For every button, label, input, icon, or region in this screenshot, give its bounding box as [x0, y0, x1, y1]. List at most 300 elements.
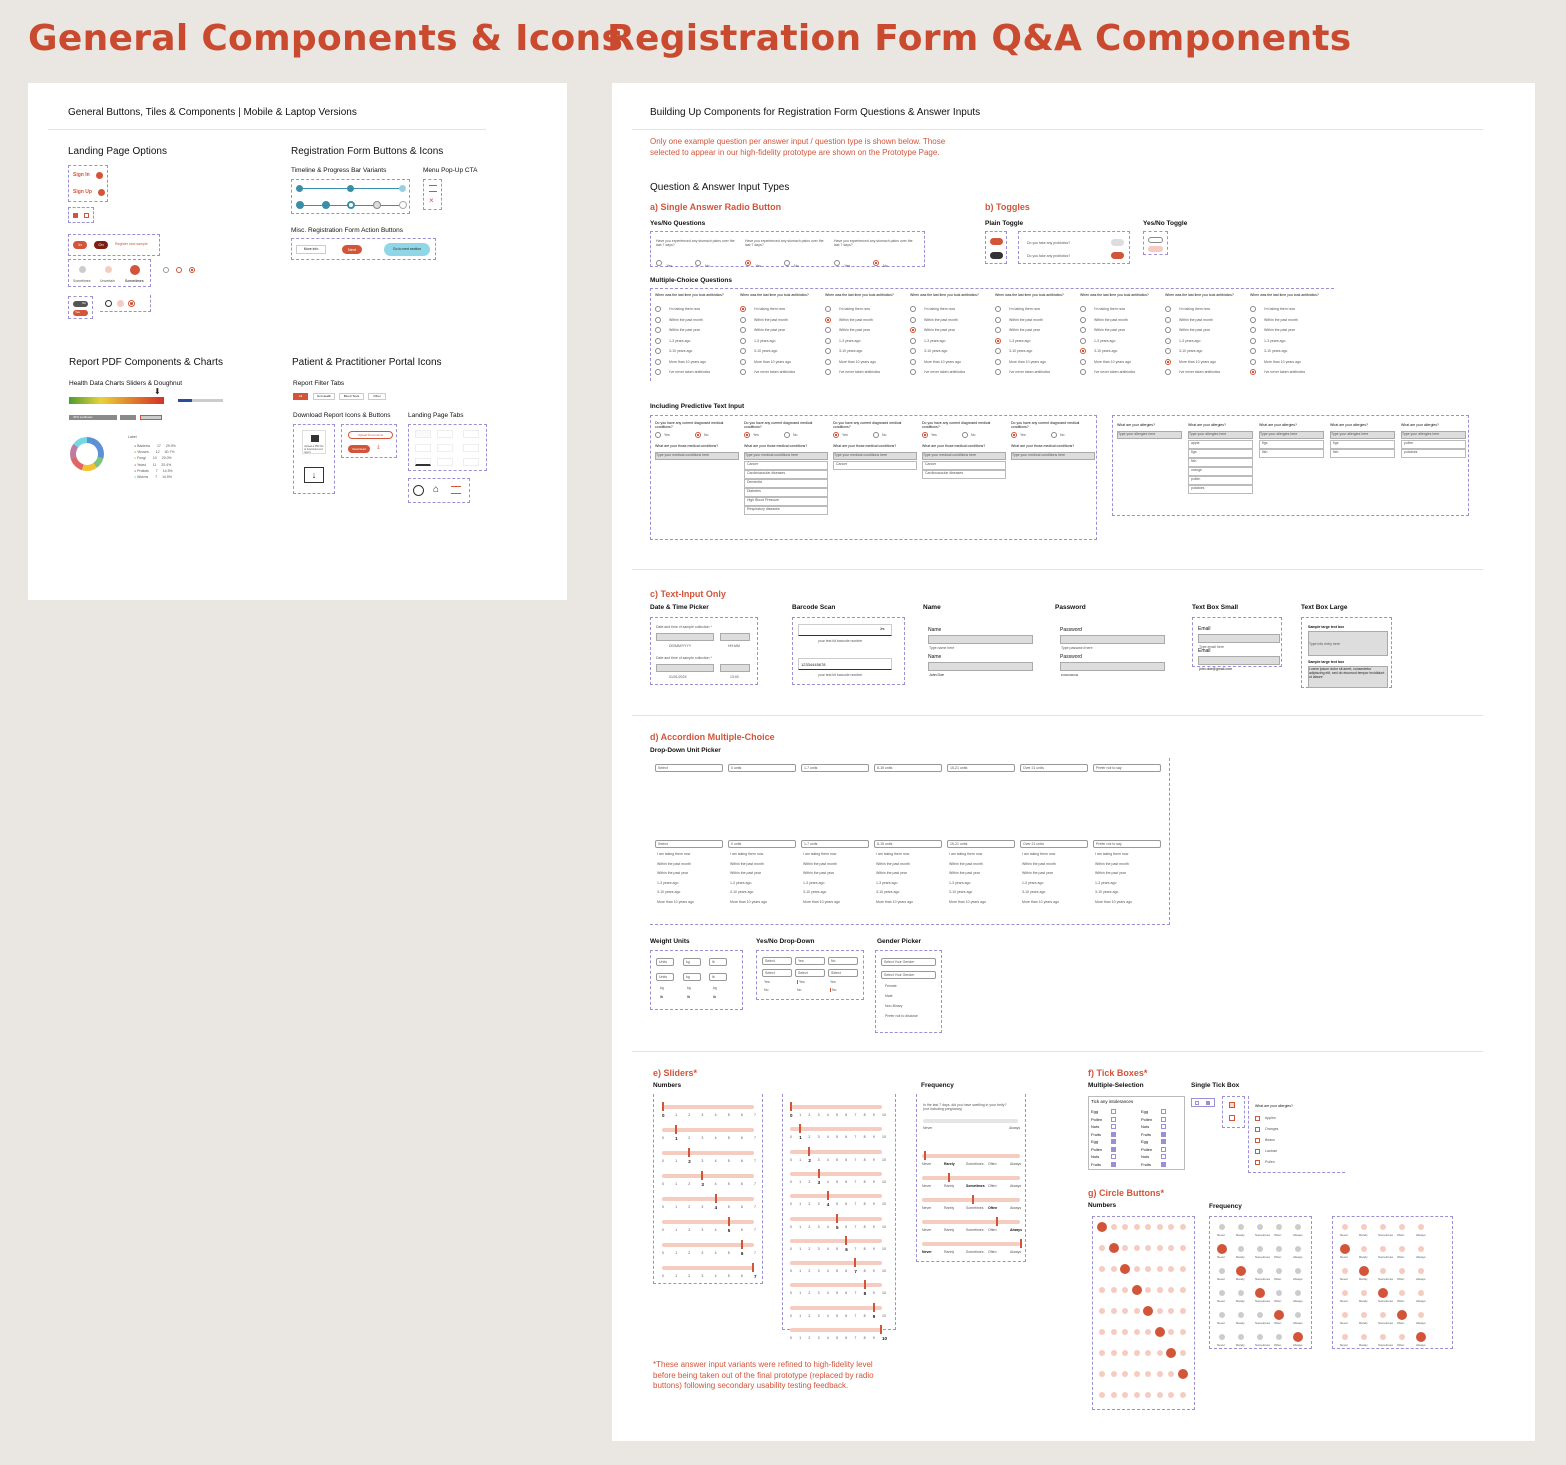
number-slider[interactable] [662, 1105, 754, 1109]
weight-select[interactable]: lb [709, 958, 727, 966]
circle-button[interactable] [1145, 1350, 1151, 1356]
radio-no[interactable] [962, 432, 968, 438]
tab-tile[interactable] [463, 444, 479, 452]
mcq-radio[interactable] [655, 359, 661, 365]
pred-suggestion[interactable]: Dementia [744, 479, 828, 488]
dropdown-option[interactable]: Within the past year [876, 871, 907, 875]
circle-button[interactable] [1157, 1224, 1163, 1230]
circle-button[interactable] [1120, 1264, 1130, 1274]
radio-empty[interactable] [163, 267, 169, 273]
filter-tab-blood[interactable]: Blood Tests [339, 393, 364, 400]
circle-button[interactable] [1111, 1287, 1117, 1293]
circle-button[interactable] [1099, 1245, 1105, 1251]
circle-button[interactable] [1168, 1287, 1174, 1293]
slider-thumb[interactable] [799, 1124, 801, 1133]
circle-button[interactable] [1097, 1222, 1107, 1232]
mcq-radio[interactable] [1165, 306, 1171, 312]
mcq-radio[interactable] [740, 338, 746, 344]
circle-icon[interactable] [105, 266, 112, 273]
allergy-input[interactable]: Type your allergies here [1117, 431, 1182, 439]
frequency-circle[interactable] [1418, 1312, 1424, 1318]
radio-no[interactable] [784, 432, 790, 438]
circle-button[interactable] [1111, 1224, 1117, 1230]
unit-dropdown-open[interactable]: 0 units [728, 840, 796, 848]
checkbox-empty[interactable] [1229, 1115, 1235, 1121]
slider-thumb[interactable] [675, 1125, 677, 1134]
radio-no[interactable] [873, 432, 879, 438]
allergy-suggestion[interactable]: fish [1259, 449, 1324, 458]
radio-hover[interactable] [176, 267, 182, 273]
radio-selected[interactable] [189, 267, 195, 273]
mcq-radio[interactable] [740, 348, 746, 354]
circle-button[interactable] [1168, 1392, 1174, 1398]
circle-button[interactable] [1157, 1371, 1163, 1377]
mcq-radio[interactable] [740, 369, 746, 375]
mcq-radio[interactable] [1250, 327, 1256, 333]
frequency-circle[interactable] [1274, 1310, 1284, 1320]
circle-button[interactable] [1111, 1329, 1117, 1335]
slider-thumb[interactable] [854, 1258, 856, 1267]
dropdown-option[interactable]: 3-10 years ago [1095, 890, 1119, 894]
next-button[interactable]: Next [342, 245, 362, 254]
number-slider[interactable] [790, 1105, 882, 1109]
dropdown-option[interactable]: More than 10 years ago [730, 899, 767, 904]
date-field[interactable]: DD/MM/YYYY [656, 633, 714, 641]
name-input-filled[interactable]: John Doe [928, 662, 1033, 671]
circle-button[interactable] [1134, 1245, 1140, 1251]
tick-box[interactable] [1111, 1124, 1116, 1129]
frequency-circle[interactable] [1238, 1334, 1244, 1340]
large-textbox-filled[interactable]: Lorem ipsum dolor sit amet, consectetur adipiscing elit, sed do eiusmod tempor incididunt ut labore [1308, 666, 1388, 688]
unit-dropdown-open[interactable]: Prefer not to say [1093, 840, 1161, 848]
circle-button[interactable] [1145, 1287, 1151, 1293]
frequency-circle[interactable] [1380, 1224, 1386, 1230]
circle-button[interactable] [1157, 1266, 1163, 1272]
unit-dropdown-open[interactable]: 8-15 units [874, 840, 942, 848]
frequency-circle[interactable] [1219, 1268, 1225, 1274]
dropdown-option[interactable]: I am taking them now [1095, 852, 1129, 856]
slider-thumb[interactable] [688, 1148, 690, 1157]
mcq-radio[interactable] [655, 327, 661, 333]
dropdown-option[interactable]: More than 10 years ago [1022, 899, 1059, 904]
yn-select[interactable]: No [828, 957, 858, 965]
frequency-circle[interactable] [1257, 1268, 1263, 1274]
tick-box[interactable] [1161, 1147, 1166, 1152]
mcq-radio[interactable] [1250, 369, 1256, 375]
dropdown-option[interactable]: Within the past month [657, 861, 691, 866]
mcq-radio[interactable] [1080, 338, 1086, 344]
slider-thumb[interactable] [715, 1194, 717, 1203]
frequency-circle[interactable] [1380, 1334, 1386, 1340]
allergy-suggestion[interactable]: apple [1188, 440, 1253, 449]
radio-yes[interactable] [833, 432, 839, 438]
tick-box[interactable] [1111, 1117, 1116, 1122]
large-textbox[interactable]: Type info entry here [1308, 631, 1388, 656]
circle-button[interactable] [1122, 1308, 1128, 1314]
pred-input[interactable]: Type your medical conditions here [922, 452, 1006, 460]
circle-button[interactable] [1168, 1329, 1174, 1335]
circle-button[interactable] [1099, 1392, 1105, 1398]
slider-thumb[interactable] [827, 1191, 829, 1200]
circle-button[interactable] [1180, 1329, 1186, 1335]
frequency-circle[interactable] [1219, 1334, 1225, 1340]
frequency-circle[interactable] [1418, 1224, 1424, 1230]
mcq-radio[interactable] [1080, 359, 1086, 365]
pred-suggestion[interactable]: Cardiovascular diseases [744, 470, 828, 479]
dropdown-option[interactable]: 1-3 years ago [876, 880, 898, 885]
slider-thumb[interactable] [836, 1214, 838, 1223]
circle-button[interactable] [1157, 1287, 1163, 1293]
mcq-radio[interactable] [910, 369, 916, 375]
circle-button[interactable] [1111, 1371, 1117, 1377]
tick-box[interactable] [1161, 1162, 1166, 1167]
frequency-circle[interactable] [1295, 1224, 1301, 1230]
sign-in-link[interactable]: Sign In [73, 172, 90, 178]
pred-suggestion[interactable]: Respiratory diseases [744, 506, 828, 515]
radio-no[interactable] [873, 260, 879, 266]
mcq-radio[interactable] [995, 359, 1001, 365]
circle-button[interactable] [1122, 1350, 1128, 1356]
number-slider[interactable] [790, 1172, 882, 1176]
unit-dropdown-open[interactable]: 15-21 units [947, 840, 1015, 848]
mcq-radio[interactable] [825, 327, 831, 333]
mcq-radio[interactable] [655, 306, 661, 312]
mcq-radio[interactable] [655, 338, 661, 344]
tick-box[interactable] [1161, 1139, 1166, 1144]
number-slider[interactable] [790, 1306, 882, 1310]
circle-button[interactable] [1157, 1245, 1163, 1251]
circle-button[interactable] [1134, 1308, 1140, 1314]
mcq-radio[interactable] [995, 306, 1001, 312]
allergy-suggestion[interactable]: potatoes [1401, 449, 1466, 458]
allergy-suggestion[interactable]: orange [1188, 467, 1253, 476]
filter-tab-gut[interactable]: Gut Health [313, 393, 335, 400]
gender-option[interactable]: Female [885, 984, 897, 988]
dropdown-option[interactable]: 1-3 years ago [803, 880, 825, 885]
frequency-circle[interactable] [1257, 1312, 1263, 1318]
frequency-circle[interactable] [1361, 1246, 1367, 1252]
frequency-circle[interactable] [1295, 1312, 1301, 1318]
dropdown-option[interactable]: 3-10 years ago [730, 890, 754, 894]
dropdown-option[interactable]: 1-3 years ago [730, 880, 752, 885]
allergy-input[interactable]: Type your allergies here [1330, 431, 1395, 439]
circle-button[interactable] [1111, 1392, 1117, 1398]
pred-input[interactable]: Type your medical conditions here [655, 452, 739, 460]
frequency-circle[interactable] [1276, 1290, 1282, 1296]
pred-input[interactable]: Type your medical conditions here [744, 452, 828, 460]
circle-button[interactable] [1145, 1371, 1151, 1377]
allergy-input[interactable]: Type your allergies here [1188, 431, 1253, 439]
menu-icon[interactable] [429, 185, 437, 192]
pred-suggestion[interactable]: Cardiovascular diseases [922, 470, 1006, 479]
mcq-radio[interactable] [1250, 338, 1256, 344]
tick-box[interactable] [1111, 1109, 1116, 1114]
frequency-circle[interactable] [1295, 1246, 1301, 1252]
weight-select[interactable]: kg [683, 973, 701, 981]
slider-thumb[interactable] [845, 1236, 847, 1245]
frequency-circle[interactable] [1380, 1268, 1386, 1274]
circle-button[interactable] [1134, 1371, 1140, 1377]
circle-button[interactable] [1166, 1348, 1176, 1358]
slider-thumb[interactable] [873, 1303, 875, 1312]
unit-dropdown-open[interactable]: Over 21 units [1020, 840, 1088, 848]
mcq-radio[interactable] [655, 369, 661, 375]
circle-button[interactable] [1111, 1266, 1117, 1272]
camera-icon[interactable]: ✂ [880, 627, 886, 633]
number-slider[interactable] [790, 1261, 882, 1265]
slider-thumb[interactable] [662, 1102, 664, 1111]
date-field[interactable]: 01/01/2024 [656, 664, 714, 672]
frequency-circle[interactable] [1361, 1224, 1367, 1230]
unit-dropdown-open[interactable]: Select [655, 840, 723, 848]
dropdown-option[interactable]: 3-10 years ago [657, 890, 681, 894]
circle-button[interactable] [1099, 1371, 1105, 1377]
go-next-button[interactable]: Go to next section [384, 243, 430, 256]
circle-button[interactable] [1168, 1266, 1174, 1272]
frequency-circle[interactable] [1342, 1224, 1348, 1230]
frequency-slider[interactable] [923, 1119, 1018, 1123]
toggle-yes[interactable]: Yes [73, 310, 88, 316]
circle-button[interactable] [1157, 1350, 1163, 1356]
dropdown-option[interactable]: Within the past month [730, 861, 764, 866]
dropdown-option[interactable]: I am taking them now [803, 852, 837, 856]
allergy-suggestion[interactable]: pollen [1188, 476, 1253, 485]
dropdown-option[interactable]: 3-10 years ago [1022, 890, 1046, 894]
radio-no[interactable] [1051, 432, 1057, 438]
radio-yes[interactable] [1011, 432, 1017, 438]
radio-yes[interactable] [922, 432, 928, 438]
frequency-circle[interactable] [1418, 1246, 1424, 1252]
frequency-circle[interactable] [1416, 1332, 1426, 1342]
slider-thumb[interactable] [1020, 1239, 1022, 1248]
pred-suggestion[interactable]: High Blood Pressure [744, 497, 828, 506]
dropdown-option[interactable]: More than 10 years ago [876, 899, 913, 904]
slider-thumb[interactable] [701, 1171, 703, 1180]
circle-button[interactable] [1180, 1308, 1186, 1314]
frequency-circle[interactable] [1342, 1312, 1348, 1318]
slider-thumb[interactable] [924, 1151, 926, 1160]
number-slider[interactable] [662, 1197, 754, 1201]
password-input[interactable]: Type password here [1060, 635, 1165, 644]
number-slider[interactable] [662, 1220, 754, 1224]
dropdown-option[interactable]: More than 10 years ago [949, 899, 986, 904]
mcq-radio[interactable] [1165, 348, 1171, 354]
frequency-circle[interactable] [1397, 1310, 1407, 1320]
name-input[interactable]: Type name here [928, 635, 1033, 644]
circle-button[interactable] [1155, 1327, 1165, 1337]
gender-select[interactable]: Select Your Gender [881, 958, 936, 966]
pred-suggestion[interactable]: Cancer [833, 461, 917, 470]
download-folder-icon[interactable]: ↓ [304, 467, 324, 483]
circle-button[interactable] [1099, 1266, 1105, 1272]
frequency-circle[interactable] [1219, 1224, 1225, 1230]
dropdown-option[interactable]: 3-10 years ago [949, 890, 973, 894]
unit-dropdown-open[interactable]: 1-7 units [801, 840, 869, 848]
mcq-radio[interactable] [825, 369, 831, 375]
slider-thumb[interactable] [948, 1173, 950, 1182]
circle-button[interactable] [1111, 1350, 1117, 1356]
mcq-radio[interactable] [995, 369, 1001, 375]
tick-box[interactable] [1111, 1139, 1116, 1144]
circle-button[interactable] [1157, 1392, 1163, 1398]
pred-input[interactable]: Type your medical conditions here [833, 452, 917, 460]
number-slider[interactable] [662, 1266, 754, 1270]
dropdown-option[interactable]: Within the past month [876, 861, 910, 866]
frequency-circle[interactable] [1399, 1290, 1405, 1296]
tick-box[interactable] [1161, 1109, 1166, 1114]
pred-suggestion[interactable]: Cancer [922, 461, 1006, 470]
circle-button[interactable] [1180, 1350, 1186, 1356]
dropdown-option[interactable]: 1-3 years ago [657, 880, 679, 885]
circle-button[interactable] [1134, 1350, 1140, 1356]
mcq-radio[interactable] [995, 348, 1001, 354]
slider-thumb[interactable] [996, 1217, 998, 1226]
upload-tile[interactable]: Upload a PDF file to download your report [302, 430, 326, 454]
frequency-circle[interactable] [1359, 1266, 1369, 1276]
slider-thumb[interactable] [818, 1169, 820, 1178]
radio-no[interactable] [695, 260, 701, 266]
frequency-slider[interactable] [922, 1154, 1020, 1158]
frequency-circle[interactable] [1219, 1312, 1225, 1318]
frequency-circle[interactable] [1418, 1268, 1424, 1274]
weight-select[interactable]: Units [656, 958, 674, 966]
allergy-input[interactable]: Type your allergies here [1401, 431, 1466, 439]
circle-button[interactable] [1180, 1287, 1186, 1293]
tick-box[interactable] [1161, 1117, 1166, 1122]
frequency-circle[interactable] [1257, 1334, 1263, 1340]
check-icon[interactable] [130, 265, 140, 275]
download-button[interactable]: Download [348, 445, 370, 453]
circle-button[interactable] [1180, 1224, 1186, 1230]
circle-button[interactable] [1122, 1329, 1128, 1335]
circle-button[interactable] [1134, 1266, 1140, 1272]
circle-button[interactable] [1134, 1329, 1140, 1335]
on-button[interactable]: On [94, 241, 108, 249]
dropdown-option[interactable]: Within the past year [1022, 871, 1053, 875]
number-slider[interactable] [790, 1194, 882, 1198]
frequency-circle[interactable] [1255, 1288, 1265, 1298]
mcq-radio[interactable] [1080, 327, 1086, 333]
mcq-radio[interactable] [825, 359, 831, 365]
yn-select[interactable]: Select [762, 969, 792, 977]
mcq-radio[interactable] [1080, 369, 1086, 375]
circle-button[interactable] [1134, 1224, 1140, 1230]
circle-button[interactable] [1099, 1350, 1105, 1356]
mcq-radio[interactable] [655, 317, 661, 323]
allergy-suggestion[interactable]: figs [1259, 440, 1324, 449]
dropdown-option[interactable]: More than 10 years ago [1095, 899, 1132, 904]
frequency-circle[interactable] [1361, 1290, 1367, 1296]
circle-button[interactable] [1168, 1245, 1174, 1251]
dropdown-option[interactable]: 1-3 years ago [1022, 880, 1044, 885]
frequency-circle[interactable] [1399, 1334, 1405, 1340]
checkbox-checked[interactable] [1206, 1101, 1210, 1105]
number-slider[interactable] [790, 1150, 882, 1154]
circle-button[interactable] [1145, 1245, 1151, 1251]
circle-button[interactable] [1122, 1392, 1128, 1398]
circle-button[interactable] [1145, 1329, 1151, 1335]
mcq-radio[interactable] [910, 306, 916, 312]
mcq-radio[interactable] [1165, 359, 1171, 365]
tick-box[interactable] [1161, 1154, 1166, 1159]
dropdown-option[interactable]: I am taking them now [657, 852, 691, 856]
checkbox-empty[interactable] [1255, 1160, 1260, 1165]
checkbox-empty[interactable] [1255, 1149, 1260, 1154]
tick-box[interactable] [1111, 1147, 1116, 1152]
email-input[interactable]: Type email here [1198, 634, 1280, 643]
checkbox-empty[interactable] [1255, 1138, 1260, 1143]
dropdown-option[interactable]: Within the past month [803, 861, 837, 866]
dropdown-option[interactable]: Within the past month [1095, 861, 1129, 866]
circle-button[interactable] [1143, 1306, 1153, 1316]
frequency-circle[interactable] [1380, 1312, 1386, 1318]
frequency-circle[interactable] [1257, 1246, 1263, 1252]
tick-box[interactable] [1161, 1132, 1166, 1137]
circle-button[interactable] [1122, 1224, 1128, 1230]
mcq-radio[interactable] [910, 348, 916, 354]
circle-button[interactable] [1099, 1329, 1105, 1335]
frequency-circle[interactable] [1219, 1290, 1225, 1296]
frequency-circle[interactable] [1238, 1290, 1244, 1296]
frequency-circle[interactable] [1399, 1246, 1405, 1252]
circle-button[interactable] [1109, 1243, 1119, 1253]
toggle-yes[interactable] [1148, 246, 1163, 252]
circle-button[interactable] [1157, 1308, 1163, 1314]
slider-thumb[interactable] [752, 1263, 754, 1272]
unit-dropdown[interactable]: Select [655, 764, 723, 772]
mcq-radio[interactable] [825, 338, 831, 344]
dropdown-option[interactable]: More than 10 years ago [657, 899, 694, 904]
mcq-radio[interactable] [1080, 317, 1086, 323]
checkbox-empty[interactable] [84, 213, 89, 218]
unit-dropdown[interactable]: Prefer not to say [1093, 764, 1161, 772]
mcq-radio[interactable] [825, 317, 831, 323]
mcq-radio[interactable] [740, 317, 746, 323]
dropdown-option[interactable]: Within the past year [1095, 871, 1126, 875]
mcq-radio[interactable] [995, 327, 1001, 333]
frequency-circle[interactable] [1342, 1268, 1348, 1274]
time-field[interactable]: 13:00 [720, 664, 750, 672]
mcq-radio[interactable] [910, 317, 916, 323]
slider-thumb[interactable] [790, 1102, 792, 1111]
allergy-suggestion[interactable]: fish [1188, 458, 1253, 467]
radio-yes[interactable] [655, 432, 661, 438]
toggle-on[interactable] [990, 238, 1003, 245]
radio-yes[interactable] [744, 432, 750, 438]
barcode-input[interactable] [798, 624, 892, 636]
dropdown-option[interactable]: 3-10 years ago [876, 890, 900, 894]
mcq-radio[interactable] [1165, 369, 1171, 375]
dropdown-option[interactable]: Within the past year [657, 871, 688, 875]
frequency-slider[interactable] [922, 1176, 1020, 1180]
allergy-suggestion[interactable]: potatoes [1188, 485, 1253, 494]
tab-tile[interactable] [437, 458, 453, 466]
frequency-circle[interactable] [1399, 1224, 1405, 1230]
toggle-no[interactable]: No [73, 301, 88, 307]
weight-select[interactable]: kg [683, 958, 701, 966]
circle-icon[interactable] [79, 266, 86, 273]
frequency-slider[interactable] [922, 1242, 1020, 1246]
tab-tile[interactable] [415, 458, 431, 466]
frequency-circle[interactable] [1276, 1246, 1282, 1252]
register-link[interactable]: Register new sample [115, 242, 148, 246]
home-icon[interactable]: ⌂ [433, 484, 440, 495]
gender-option[interactable]: Prefer not to disclose [885, 1014, 918, 1018]
unit-dropdown[interactable]: 15-21 units [947, 764, 1015, 772]
circle-button[interactable] [1099, 1308, 1105, 1314]
mcq-radio[interactable] [910, 327, 916, 333]
radio-yes[interactable] [656, 260, 662, 266]
